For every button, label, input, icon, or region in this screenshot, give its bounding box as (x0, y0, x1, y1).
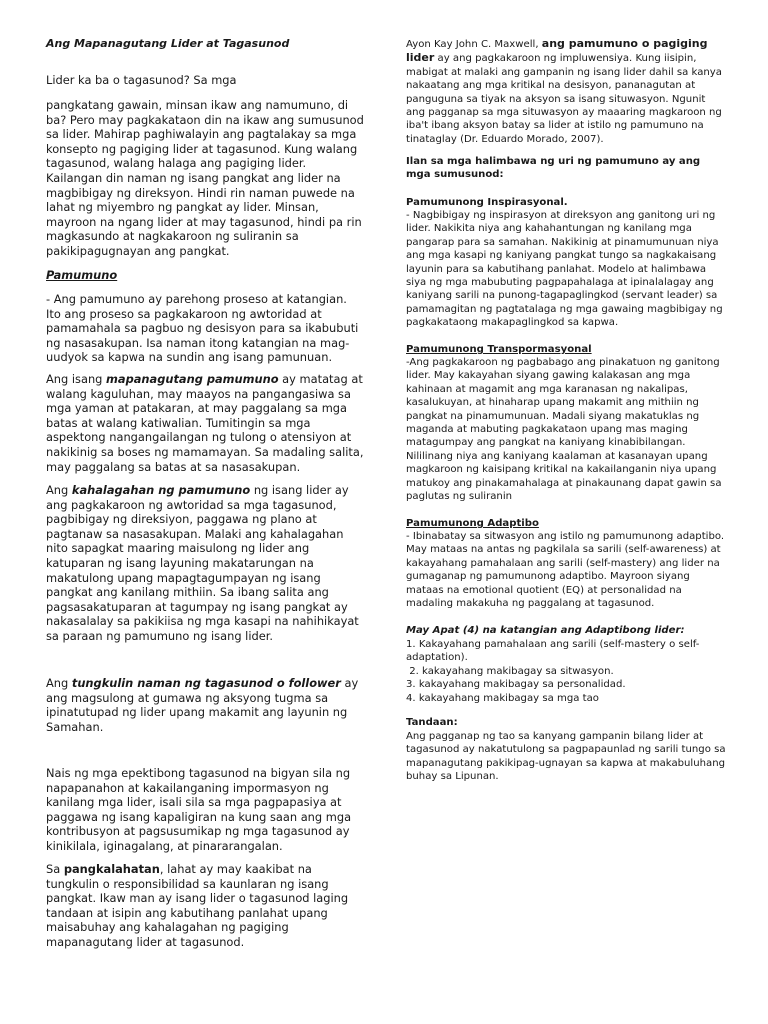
intro-paragraph: pangkatang gawain, minsan ikaw ang namumuno, di ba? Pero may pagkakataon din na ikaw ang sumusunod sa lider. Mahirap paghiwalayin ang pagtalakay sa mga konsepto ng pagiging lider at tagasunod. Kung walang tagasunod, walang halaga ang pagiging lider. Kailangan din naman ng isang pangkat ang lider na magbibigay ng direksyon. Hindi rin naman puwede na lahat ng miyembro ng pangkat ay lider. Minsan, mayroon na ngang lider at may tagasunod, hindi pa rin magkasundo at nagkakaroon ng suliranin sa pakikipagugnayan ang pangkat. (46, 98, 364, 258)
emphasis-term: ang pamumuno o pagiging lider (406, 37, 708, 65)
paragraph-maxwell (406, 37, 726, 146)
paragraph-text: Ang isang (46, 372, 107, 386)
heading-adaptibo: Pamumunong Adaptibo (406, 518, 539, 529)
paragraph-text: Sa (46, 862, 64, 876)
paragraph-text: Ang (46, 676, 72, 690)
text-adaptibo: - Ibinabatay sa sitwasyon ang istilo ng pamumunong adaptibo. May mataas na antas ng pagkilala sa sarili (self-awareness) at kakayahang pamahalaan ang sarili (self-mastery) ang lider na gumaganap ng pamumunong adaptibo. Mayroon siyang mataas na emotional quotient (EQ) at personalidad na madaling makakuha ng paggalang at tagasunod. (406, 531, 725, 610)
paragraph-text: ng isang lider ay ang pagkakaroon ng awtoridad sa mga tagasunod, pagbibigay ng direksiyon, paggawa ng plano at pagtanaw sa nasasakupan. Malaki ang kahalagahan nito sapagkat maaring maisulong ng lider ang katuparan ng isang layuning makatarungan na makatulong upang mapagtagumpayan ng isang pangkat ang kanilang mithiin. Sa ibang salita ang pagsasakatuparan at tagumpay ng isang pangkat ay nakasalalay sa pakikiisa ng mga kasapi na nahihikayat sa paraan ng pamumuno ng isang lider. (46, 483, 359, 643)
list-item: 2. kakayahang makibagay sa sitwasyon. (406, 665, 614, 677)
paragraph-text: , lahat ay may kaakibat na tungkulin o responsibilidad sa kaunlaran ng isang pangkat. Ikaw man ay isang lider o tagasunod laging tandaan at isipin ang kabutihang panlahat upang maisabuhay ang kahalagahan ng pagiging mapanagutang lider at tagasunod. (46, 862, 349, 949)
paragraph-epektibong-tagasunod: Nais ng mga epektibong tagasunod na bigyan sila ng napapanahon at kakailanganing impormasyon ng kanilang mga lider, isali sila sa mga pagpapasiya at paggawa ng isang kapaligiran na kung saan ang mga kontribusyon at pagsusumikap ng mga tagasunod ay kinikilala, iginagalang, at pinararangalan. (46, 766, 352, 853)
document-title: Ang Mapanagutang Lider at Tagasunod (46, 37, 290, 50)
paragraph-text: Ang (46, 483, 72, 497)
paragraph-text: ay ang magsulong at gumawa ng aksyong tugma sa ipinatutupad ng lider upang makamit ang layunin ng Samahan. (46, 676, 359, 734)
heading-inspirasyonal: Pamumunong Inspirasyonal. (406, 197, 568, 208)
text-tandaan: Ang pagganap ng tao sa kanyang gampanin bilang lider at tagasunod ay nakatutulong sa pagpapaunlad ng sarili tungo sa mapanagutang pakikipag-ugnayan sa kapwa at makabuluhang buhay sa Lipunan. (406, 731, 726, 783)
section-heading-pamumuno: Pamumuno (46, 268, 118, 282)
paragraph-mapanagutang-pamumuno (46, 372, 364, 474)
paragraph-text: ay ang pagkakaroon ng impluwensiya. Kung iisipin, mabigat at malaki ang gampanin ng isang lider dahil sa kanya nakaatang ang mga kritikal na desisyon, pananagutan at panguguna sa tiyak na aksyon sa isang situwasyon. Ngunit ang pagganap sa mga situwasyon ay maaaring magkaroon ng iba't ibang aksyon batay sa lider at istilo ng pamumuno na tinataglay (Dr. Eduardo Morado, 2007). (406, 53, 722, 145)
heading-tandaan: Tandaan: (406, 717, 458, 728)
list-item: 4. kakayahang makibagay sa mga tao (406, 692, 599, 704)
text-inspirasyonal: - Nagbibigay ng inspirasyon at direksyon ang ganitong uri ng lider. Nakikita niya ang kahahantungan ng kanilang mga pangarap para sa samahan. Nakikinig at pinamumunuan niya ang mga kasapi ng kaniyang pangkat tungo sa nagkakaisang layunin para sa kabutihang panlahat. Modelo at halimbawa siya ng mga mabubuting pagpapahalaga at ipinalalagay ang kaniyang sarili na punong-tagapaglingkod (servant leader) sa pamamagitan ng pagtatalaga ng mga gawaing magbibigay ng pagkakataong makapaglingkod sa kapwa. (406, 210, 723, 329)
heading-transpormasyonal: Pamumunong Transpormasyonal (406, 344, 592, 355)
emphasis-term: mapanagutang pamumuno (106, 372, 279, 386)
paragraph-kahalagahan (46, 483, 364, 644)
list-item: 1. Kakayahang pamahalaan ang sarili (self-mastery o self-adaptation). (406, 639, 700, 664)
paragraph-pangkalahatan (46, 862, 364, 950)
heading-apat-na-katangian: May Apat (4) na katangian ang Adaptibong lider: (406, 625, 685, 636)
emphasis-term: kahalagahan ng pamumuno (71, 483, 251, 497)
emphasis-term: pangkalahatan (63, 862, 160, 876)
paragraph-text: Ayon Kay John C. Maxwell, (406, 39, 542, 50)
katangian-list (406, 638, 726, 705)
emphasis-term: tungkulin naman ng tagasunod o follower (71, 676, 341, 690)
pamumuno-definition: - Ang pamumuno ay parehong proseso at katangian. Ito ang proseso sa pagkakaroon ng awtoridad at pamamahala sa pagbuo ng desisyon para sa ikabubuti ng nasasakupan. Isa naman itong katangian na mag-uudyok sa kapwa na sundin ang isang pamunuan. (46, 292, 359, 365)
text-transpormasyonal: -Ang pagkakaroon ng pagbabago ang pinakatuon ng ganitong lider. May kakayahan siyang gawing kalakasan ang mga kahinaan at magamit ang mga karanasan ng nakalipas, kasalukuyan, at hinaharap upang makamit ang mithiin ng pangkat na pinamumunuan. Madali siyang makatuklas ng maganda at mabuting pagkakataon upang mas maging matagumpay ang pangkat na kaniyang kinabibilangan. Nililinang niya ang kaniyang kaalaman at kasanayan upang magkaroon ng kaisipang kritikal na kakailanganin niya upang matukoy ang pinakamahalaga at pinakaunang dapat gawin sa paglutas ng suliranin (406, 357, 722, 503)
intro-line: Lider ka ba o tagasunod? Sa mga (46, 73, 237, 87)
examples-heading: Ilan sa mga halimbawa ng uri ng pamumuno ay ang mga sumusunod: (406, 156, 701, 181)
paragraph-tagasunod (46, 676, 364, 734)
paragraph-text: ay matatag at walang kaguluhan, may maayos na pangangasiwa sa mga yaman at patakaran, at may paggalang sa mga batas at walang katiwalian. Tumitingin sa mga aspektong nangangailangan ng tulong o atensiyon at nakikinig sa boses ng mamamayan. Sa madaling salita, may paggalang sa batas at sa nasasakupan. (46, 372, 364, 474)
list-item: 3. kakayahang makibagay sa personalidad. (406, 679, 626, 691)
